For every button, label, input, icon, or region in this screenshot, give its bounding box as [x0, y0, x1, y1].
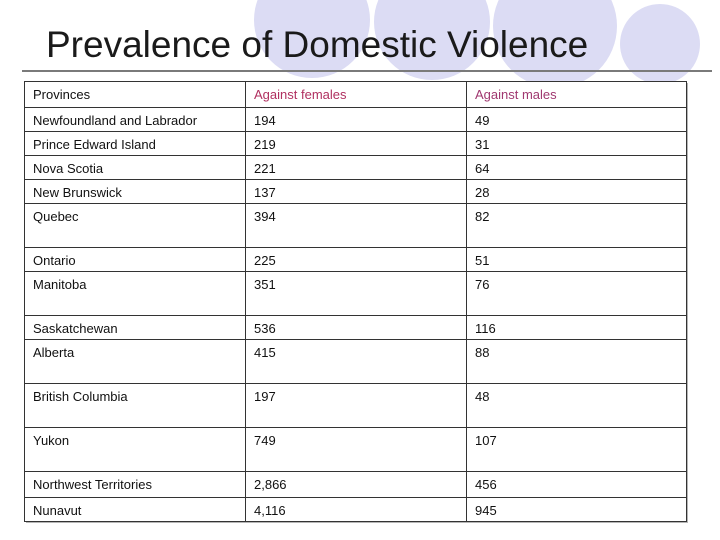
province-cell: New Brunswick — [25, 180, 246, 204]
province-cell: Nunavut — [25, 498, 246, 522]
females-cell: 749 — [246, 428, 467, 472]
males-cell: 88 — [467, 340, 687, 384]
province-cell: Nova Scotia — [25, 156, 246, 180]
slide-title: Prevalence of Domestic Violence — [46, 24, 589, 65]
females-cell: 225 — [246, 248, 467, 272]
province-cell: Yukon — [25, 428, 246, 472]
females-cell: 197 — [246, 384, 467, 428]
table-row — [25, 132, 687, 156]
table-row — [25, 472, 687, 498]
males-cell: 107 — [467, 428, 687, 472]
title-divider — [22, 70, 712, 72]
table-row — [25, 498, 687, 522]
circle-decoration — [620, 4, 700, 84]
table-row — [25, 180, 687, 204]
header-against-females: Against females — [246, 82, 467, 108]
header-provinces: Provinces — [25, 82, 246, 108]
males-cell: 76 — [467, 272, 687, 316]
province-cell: Newfoundland and Labrador — [25, 108, 246, 132]
province-cell: Quebec — [25, 204, 246, 248]
province-cell: Alberta — [25, 340, 246, 384]
province-cell: British Columbia — [25, 384, 246, 428]
province-cell: Ontario — [25, 248, 246, 272]
table-row — [25, 340, 687, 384]
females-cell: 194 — [246, 108, 467, 132]
table-row — [25, 108, 687, 132]
header-row — [25, 82, 687, 108]
table-row — [25, 204, 687, 248]
table-row — [25, 156, 687, 180]
table-row — [25, 248, 687, 272]
table-row — [25, 428, 687, 472]
females-cell: 221 — [246, 156, 467, 180]
violence-table — [24, 81, 687, 522]
males-cell: 49 — [467, 108, 687, 132]
males-cell: 48 — [467, 384, 687, 428]
table-container — [24, 81, 686, 521]
females-cell: 351 — [246, 272, 467, 316]
males-cell: 31 — [467, 132, 687, 156]
females-cell: 4,116 — [246, 498, 467, 522]
table-row — [25, 272, 687, 316]
province-cell: Northwest Territories — [25, 472, 246, 498]
females-cell: 219 — [246, 132, 467, 156]
males-cell: 64 — [467, 156, 687, 180]
province-cell: Manitoba — [25, 272, 246, 316]
males-cell: 28 — [467, 180, 687, 204]
males-cell: 51 — [467, 248, 687, 272]
province-cell: Saskatchewan — [25, 316, 246, 340]
males-cell: 456 — [467, 472, 687, 498]
table-row — [25, 384, 687, 428]
females-cell: 415 — [246, 340, 467, 384]
females-cell: 394 — [246, 204, 467, 248]
females-cell: 536 — [246, 316, 467, 340]
males-cell: 116 — [467, 316, 687, 340]
females-cell: 137 — [246, 180, 467, 204]
header-against-males: Against males — [467, 82, 687, 108]
females-cell: 2,866 — [246, 472, 467, 498]
table-row — [25, 316, 687, 340]
males-cell: 945 — [467, 498, 687, 522]
province-cell: Prince Edward Island — [25, 132, 246, 156]
males-cell: 82 — [467, 204, 687, 248]
